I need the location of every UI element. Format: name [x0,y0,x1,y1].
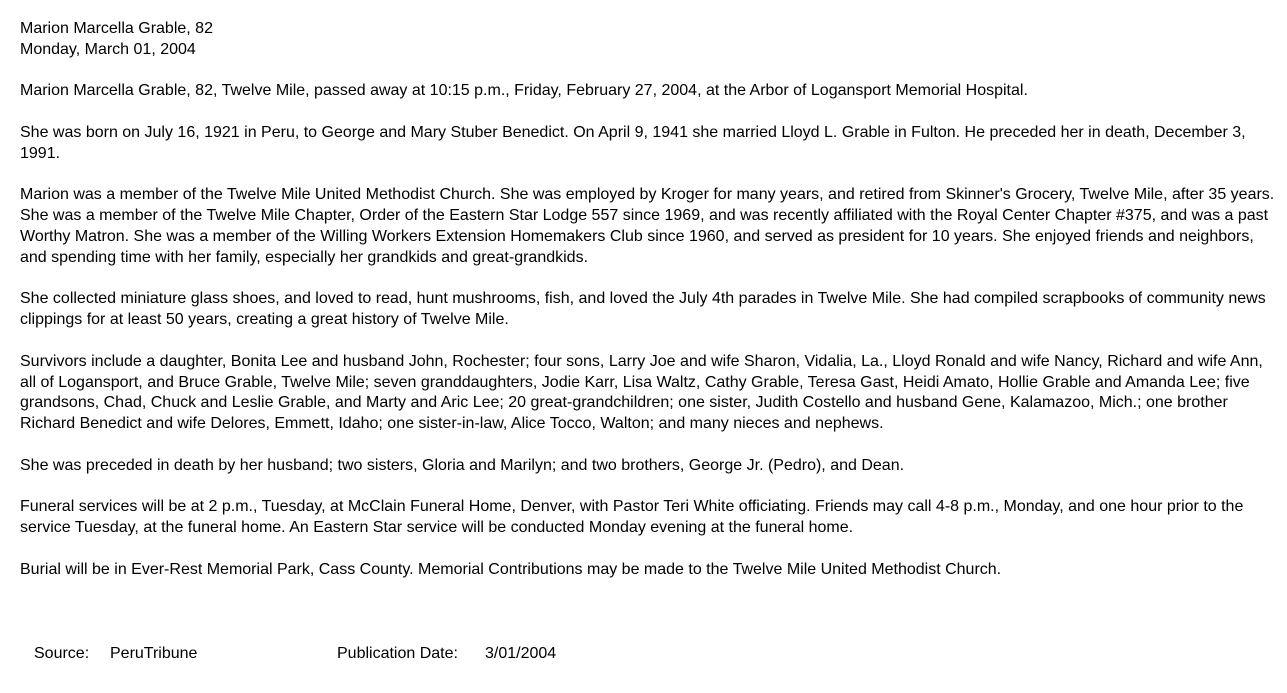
paragraph-death-notice: Marion Marcella Grable, 82, Twelve Mile, passed away at 10:15 p.m., Friday, February 27, 2004, at the Arbor of Logansport Memorial Hospital. [20,82,1028,100]
paragraph-hobbies: She collected miniature glass shoes, and loved to read, hunt mushrooms, fish, and loved the July 4th parades in Twelve Mile. She had compiled scrapbooks of community news clippings for at least 50 years, creating a great history of Twelve Mile. [20,290,1266,329]
paragraph-funeral-services: Funeral services will be at 2 p.m., Tuesday, at McClain Funeral Home, Denver, with Pastor Teri White officiating. Friends may call 4-8 p.m., Monday, and one hour prior to the service Tuesday, at the funeral home. An Eastern Star service will be conducted Monday evening at the funeral home. [20,498,1244,537]
paragraph-memberships: Marion was a member of the Twelve Mile United Methodist Church. She was employed by Kroger for many years, and retired from Skinner's Grocery, Twelve Mile, after 35 years. She was a member of the Twelve Mile Chapter, Order of the Eastern Star Lodge 557 since 1969, and was recently affiliated with the Royal Center Chapter #375, and was a past Worthy Matron. She was a member of the Willing Workers Extension Homemakers Club since 1960, and served as president for 10 years. She enjoyed friends and neighbors, and spending time with her family, especially her grandkids and great-grandkids. [20,186,1275,266]
paragraph-preceded: She was preceded in death by her husband; two sisters, Gloria and Marilyn; and two brothers, George Jr. (Pedro), and Dean. [20,456,905,474]
publication-date-label: Publication Date: [337,645,458,662]
source-label: Source: [34,645,90,662]
paragraph-burial: Burial will be in Ever-Rest Memorial Park, Cass County. Memorial Contributions may be made to the Twelve Mile United Methodist Church. [20,560,1002,578]
paragraph-birth-marriage: She was born on July 16, 1921 in Peru, to George and Mary Stuber Benedict. On April 9, 1941 she married Lloyd L. Grable in Fulton. He preceded her in death, December 3, 1991. [20,123,1246,162]
source-footer [34,643,556,664]
obituary-title: Marion Marcella Grable, 82 [20,20,213,37]
source-value: PeruTribune [110,645,198,662]
obituary-header [20,19,1275,61]
obituary-document [20,19,1275,601]
obituary-date: Monday, March 01, 2004 [20,40,196,58]
paragraph-survivors: Survivors include a daughter, Bonita Lee and husband John, Rochester; four sons, Larry Joe and wife Sharon, Vidalia, La., Lloyd Ronald and wife Nancy, Richard and wife Ann, all of Logansport, and Bruce Grable, Twelve Mile; seven granddaughters, Jodie Karr, Lisa Waltz, Cathy Grable, Teresa Gast, Heidi Amato, Hollie Grable and Amanda Lee; five grandsons, Chad, Chuck and Leslie Grable, and Marty and Aric Lee; 20 great-grandchildren; one sister, Judith Costello and husband Gene, Kalamazoo, Mich.; one brother Richard Benedict and wife Delores, Emmett, Idaho; one sister-in-law, Alice Tocco, Walton; and many nieces and nephews. [20,352,1263,433]
publication-date-value: 3/01/2004 [485,645,557,662]
